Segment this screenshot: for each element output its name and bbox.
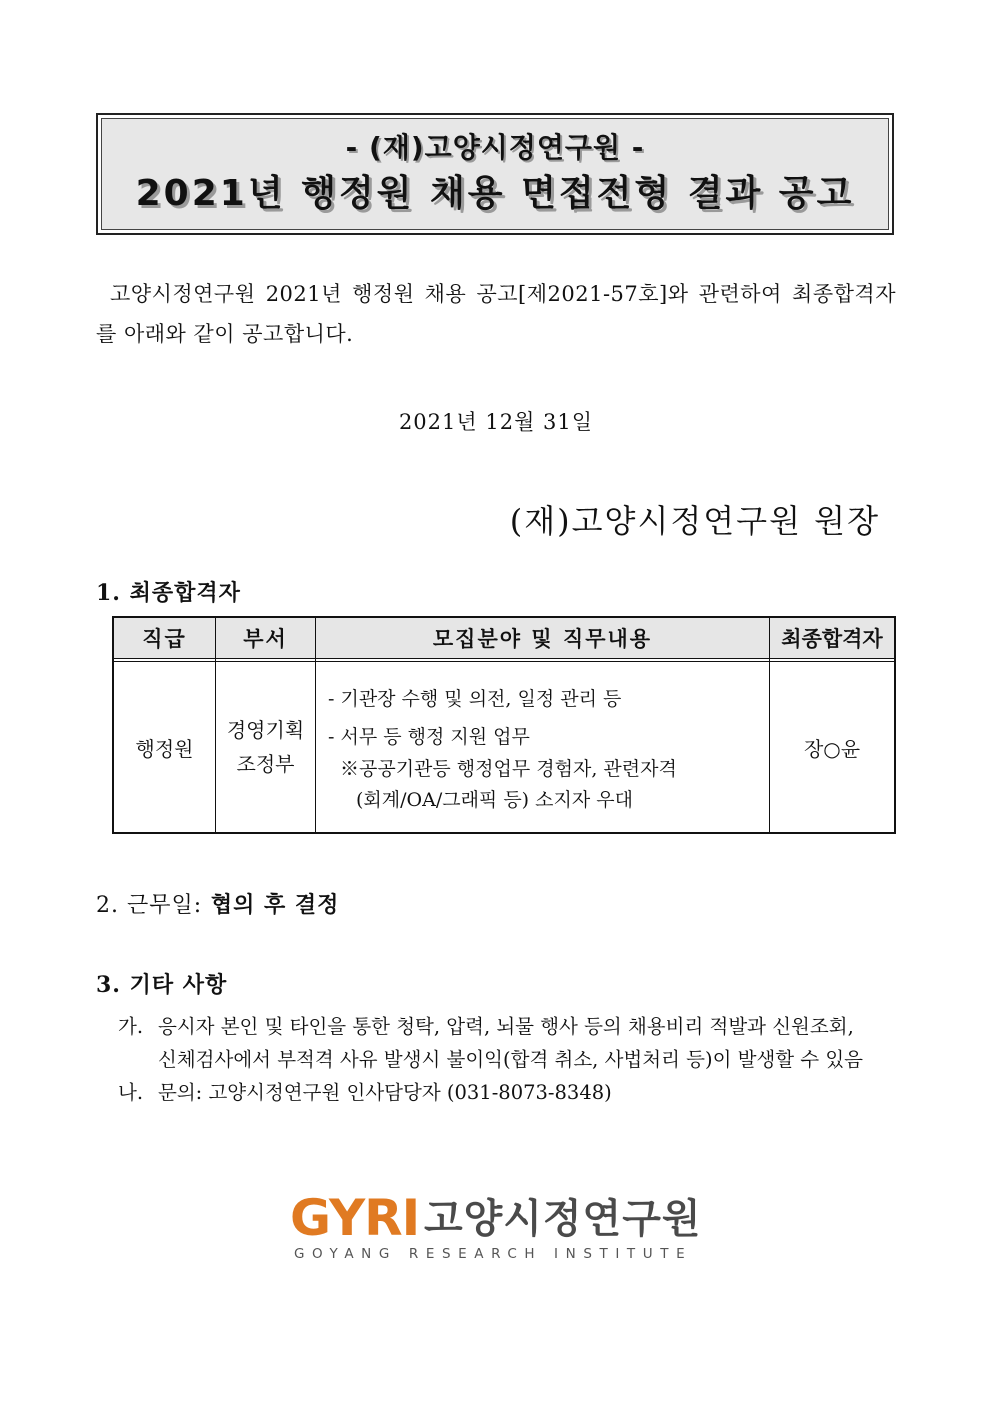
logo-name: 고양시정연구원	[424, 1196, 702, 1242]
cell-rank: 행정원	[135, 736, 194, 761]
section-2-heading	[96, 888, 339, 919]
header-department: 부서	[243, 626, 288, 651]
section-3-heading: 3. 기타 사항	[96, 972, 228, 998]
final-passer-table	[112, 616, 896, 834]
title-box	[96, 113, 894, 235]
announcement-date: 2021년 12월 31일	[398, 410, 594, 434]
duty-note: ※공공기관등 행정업무 경험자, 관련자격	[340, 758, 677, 780]
header-rank: 직급	[142, 626, 187, 651]
note-text: 문의: 고양시정연구원 인사담당자 (031-8073-8348)	[158, 1081, 612, 1104]
header-passer: 최종합격자	[781, 626, 883, 651]
list-item	[118, 1076, 908, 1109]
department-line-1: 경영기획	[226, 718, 305, 742]
title-panel	[101, 118, 889, 230]
cell-department	[216, 662, 315, 832]
duty-item: - 서무 등 행정 지원 업무	[328, 726, 530, 748]
note-mark: 가.	[118, 1015, 144, 1038]
department-line-2: 조정부	[236, 752, 295, 776]
institute-logo	[290, 1190, 710, 1270]
work-date-label: 2. 근무일:	[96, 893, 203, 918]
intro-paragraph: 고양시정연구원 2021년 행정원 채용 공고[제2021-57호]와 관련하여 최종합격자를 아래와 같이 공고합니다.	[96, 282, 896, 346]
issuer-signature: (재)고양시정연구원 원장	[509, 502, 880, 540]
work-date-value: 협의 후 결정	[210, 892, 340, 918]
list-item	[118, 1010, 908, 1076]
cell-passer: 장○윤	[803, 736, 861, 761]
note-line: 응시자 본인 및 타인을 통한 청탁, 압력, 뇌물 행사 등의 채용비리 적발과 신원조회,	[158, 1015, 854, 1038]
notes-list	[118, 1010, 908, 1109]
section-1-heading: 1. 최종합격자	[96, 580, 241, 606]
logo-tagline: GOYANG RESEARCH INSTITUTE	[294, 1246, 693, 1262]
note-line: 신체검사에서 부적격 사유 발생시 불이익(합격 취소, 사법처리 등)이 발생할 수 있음	[158, 1048, 864, 1071]
note-mark: 나.	[118, 1081, 144, 1104]
note-text	[158, 1010, 908, 1076]
header-duties: 모집분야 및 직무내용	[432, 626, 653, 651]
duty-note-continued: (회계/OA/그래픽 등) 소지자 우대	[356, 789, 633, 811]
logo-mark: GYRI	[290, 1189, 420, 1247]
page-title: 2021년 행정원 채용 면접전형 결과 공고	[135, 173, 855, 214]
title-subtitle: - (재)고양시정연구원 -	[345, 131, 645, 164]
duty-item: - 기관장 수행 및 의전, 일정 관리 등	[328, 688, 622, 710]
